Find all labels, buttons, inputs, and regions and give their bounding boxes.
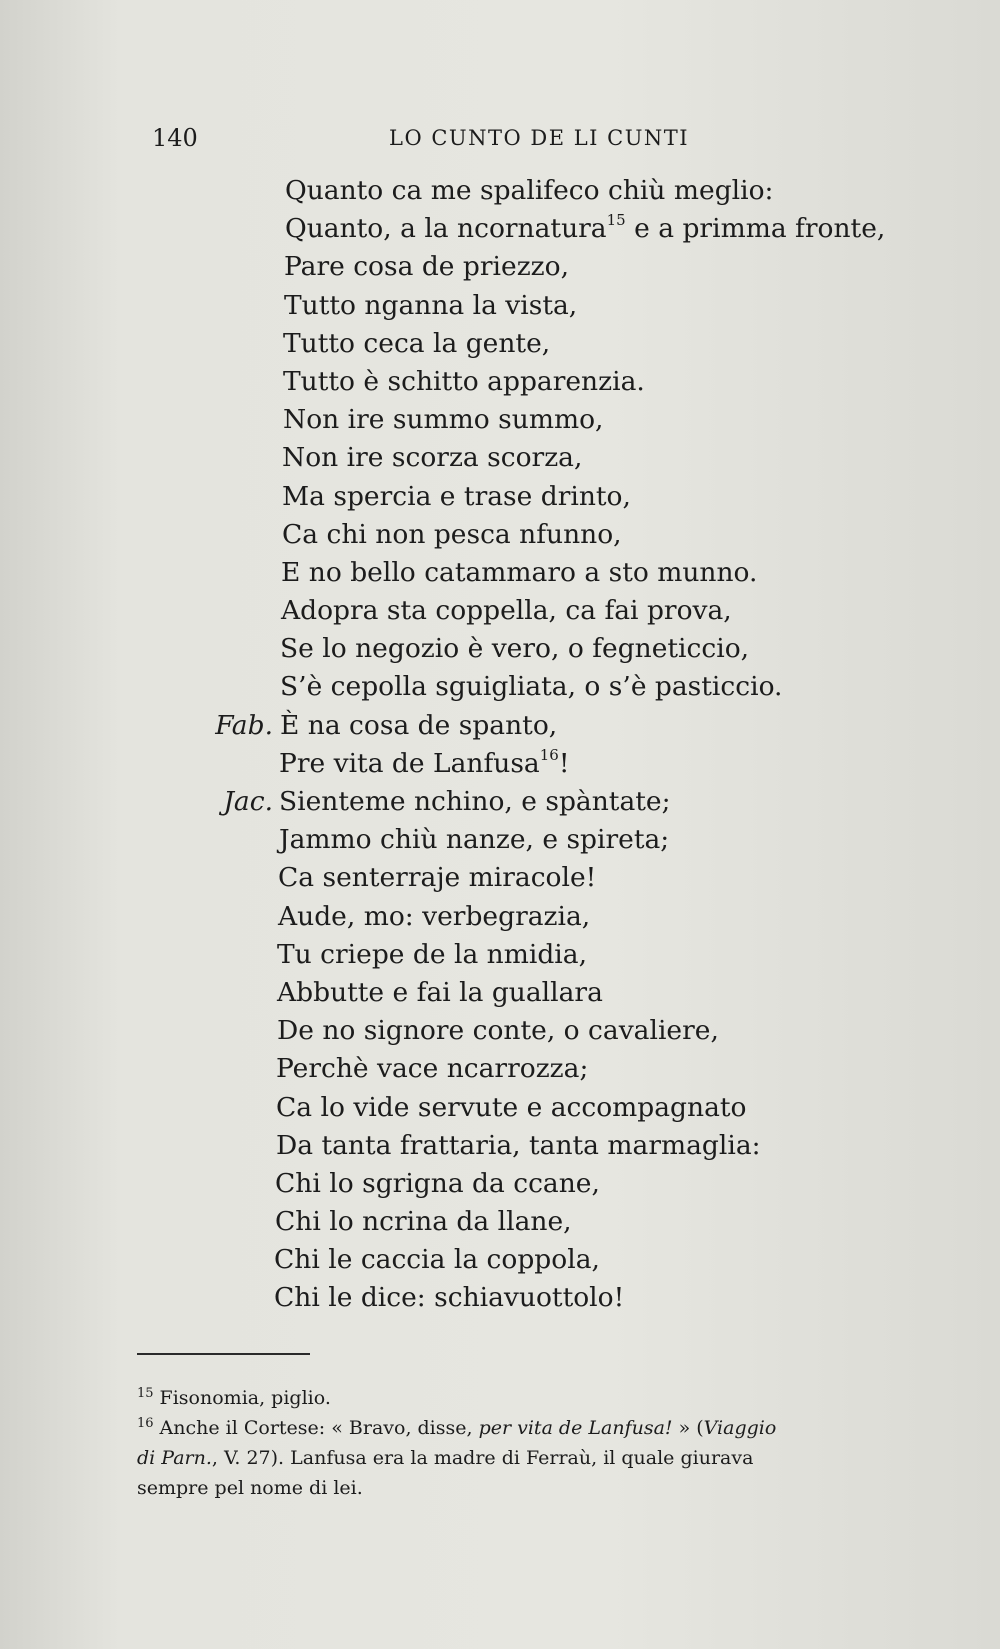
- verse-text: [274, 1279, 624, 1317]
- footnote-number: 16: [137, 1416, 154, 1431]
- verse-words: Da tanta frattaria, tanta marmaglia:: [276, 1129, 761, 1161]
- verse-line: [195, 707, 955, 745]
- verse-line: [195, 592, 955, 630]
- footnote-ref: 16: [539, 745, 559, 764]
- verse-text: [274, 1241, 600, 1279]
- verse-words: Perchè vace ncarrozza;: [276, 1053, 589, 1085]
- verse-text: [278, 898, 590, 936]
- verse-line: [195, 1089, 955, 1127]
- page-number: 140: [152, 124, 198, 152]
- verse-words: E no bello catammaro a sto munno.: [281, 556, 758, 588]
- footnote-quote: per vita de Lanfusa!: [478, 1417, 673, 1439]
- verse-line: [195, 554, 955, 592]
- verse-text: [282, 439, 582, 477]
- footnote-work-title: di Parn.: [137, 1447, 212, 1469]
- footnote-rule: [137, 1353, 310, 1355]
- verse-line: [195, 1012, 955, 1050]
- verse-words: Tutto nganna la vista,: [284, 289, 578, 321]
- verse-line: [195, 516, 955, 554]
- page-header: [152, 124, 940, 160]
- verse-words: e a primma fronte,: [625, 213, 886, 245]
- verse-line: [195, 1050, 955, 1088]
- verse-words: Chi le dice: schiavuottolo!: [274, 1282, 625, 1314]
- verse-line: [195, 821, 955, 859]
- verse-words: Se lo negozio è vero, o fegneticcio,: [280, 633, 750, 665]
- verse-text: [276, 1089, 746, 1127]
- verse-words: Chi lo sgrigna da ccane,: [275, 1167, 600, 1199]
- verse-words: Ca chi non pesca nfunno,: [282, 518, 622, 550]
- verse-text: [279, 745, 569, 783]
- verse-text: [280, 630, 749, 668]
- verse-words: Non ire scorza scorza,: [282, 442, 583, 474]
- verse-text: [285, 172, 774, 210]
- verse-text: [278, 859, 596, 897]
- footnote-text: sempre pel nome di lei.: [137, 1477, 363, 1499]
- verse-line: [195, 745, 955, 783]
- footnote-text: Fisonomia, piglio.: [159, 1387, 331, 1409]
- verse-text: [283, 401, 603, 439]
- footnotes: [137, 1383, 937, 1503]
- verse-words: !: [558, 747, 570, 779]
- verse-line: [195, 898, 955, 936]
- verse-line: [195, 248, 955, 286]
- verse-line: [195, 172, 955, 210]
- footnote-16: [137, 1413, 937, 1443]
- verse-text: [277, 1012, 719, 1050]
- verse-words: Chi lo ncrina da llane,: [275, 1206, 572, 1238]
- verse-line: [195, 1165, 955, 1203]
- verse-words: Tutto è schitto apparenzia.: [283, 365, 645, 397]
- speaker-label: Fab.: [215, 709, 273, 741]
- verse-line: [195, 210, 955, 248]
- verse-line: [195, 401, 955, 439]
- verse-text: [280, 707, 557, 745]
- verse-words: Chi le caccia la coppola,: [274, 1244, 600, 1276]
- verse-words: Ma spercia e trase drinto,: [282, 480, 631, 512]
- verse-block: [195, 172, 955, 1318]
- verse-line: [195, 936, 955, 974]
- verse-text: [279, 783, 671, 821]
- footnote-text: Anche il Cortese: « Bravo, disse,: [159, 1417, 479, 1439]
- verse-line: [195, 974, 955, 1012]
- verse-words: Tutto ceca la gente,: [283, 327, 551, 359]
- verse-text: [276, 1127, 761, 1165]
- running-title: LO CUNTO DE LI CUNTI: [389, 126, 690, 150]
- verse-line: [195, 1127, 955, 1165]
- verse-line: [195, 630, 955, 668]
- footnote-number: 15: [137, 1386, 154, 1401]
- footnote-text: , V. 27). Lanfusa era la madre di Ferraù, il quale giurava: [211, 1447, 754, 1469]
- verse-line: [195, 859, 955, 897]
- footnote-text: » (: [672, 1417, 704, 1439]
- footnote-16-cont: [137, 1443, 937, 1473]
- verse-words: Pre vita de Lanfusa: [279, 747, 540, 779]
- verse-line: [195, 1241, 955, 1279]
- verse-line: [195, 325, 955, 363]
- verse-text: [277, 936, 587, 974]
- verse-words: È na cosa de spanto,: [280, 709, 558, 741]
- verse-words: Pare cosa de priezzo,: [284, 251, 569, 283]
- verse-words: Adopra sta coppella, ca fai prova,: [281, 595, 732, 627]
- speaker-label: Jac.: [223, 786, 273, 817]
- footnote-16-cont: [137, 1473, 937, 1503]
- verse-line: [195, 363, 955, 401]
- verse-line: [195, 439, 955, 477]
- footnote-15: [137, 1383, 937, 1413]
- verse-line: [195, 478, 955, 516]
- verse-text: [280, 668, 782, 706]
- verse-line: [195, 287, 955, 325]
- verse-text: [283, 363, 645, 401]
- verse-text: [277, 974, 603, 1012]
- verse-text: [284, 287, 577, 325]
- verse-line: [195, 1203, 955, 1241]
- verse-text: [283, 325, 550, 363]
- verse-words: Abbutte e fai la guallara: [277, 976, 603, 1008]
- verse-text: [281, 554, 757, 592]
- verse-words: Non ire summo summo,: [283, 404, 604, 436]
- verse-words: Quanto, a la ncornatura: [285, 213, 607, 245]
- verse-words: Jammo chiù nanze, e spireta;: [279, 824, 670, 856]
- verse-words: S’è cepolla sguigliata, o s’è pasticcio.: [280, 671, 783, 703]
- verse-text: [282, 478, 631, 516]
- verse-text: [276, 1050, 588, 1088]
- verse-words: Tu criepe de la nmidia,: [277, 938, 588, 970]
- footnote-ref: 15: [606, 211, 626, 230]
- footnote-work-title: Viaggio: [703, 1417, 777, 1439]
- verse-line: [195, 783, 955, 821]
- verse-words: Aude, mo: verbegrazia,: [278, 900, 591, 932]
- verse-words: De no signore conte, o cavaliere,: [277, 1015, 719, 1047]
- verse-line: [195, 1279, 955, 1317]
- verse-words: Sienteme nchino, e spàntate;: [279, 786, 671, 817]
- verse-text: [284, 248, 569, 286]
- verse-words: Ca senterraje miracole!: [278, 862, 597, 894]
- verse-text: [275, 1203, 572, 1241]
- verse-words: Ca lo vide servute e accompagnato: [276, 1091, 747, 1123]
- verse-text: [285, 210, 885, 248]
- verse-line: [195, 668, 955, 706]
- verse-text: [282, 516, 622, 554]
- verse-text: [275, 1165, 600, 1203]
- verse-words: Quanto ca me spalifeco chiù meglio:: [285, 175, 774, 206]
- verse-text: [281, 592, 732, 630]
- verse-text: [279, 821, 669, 859]
